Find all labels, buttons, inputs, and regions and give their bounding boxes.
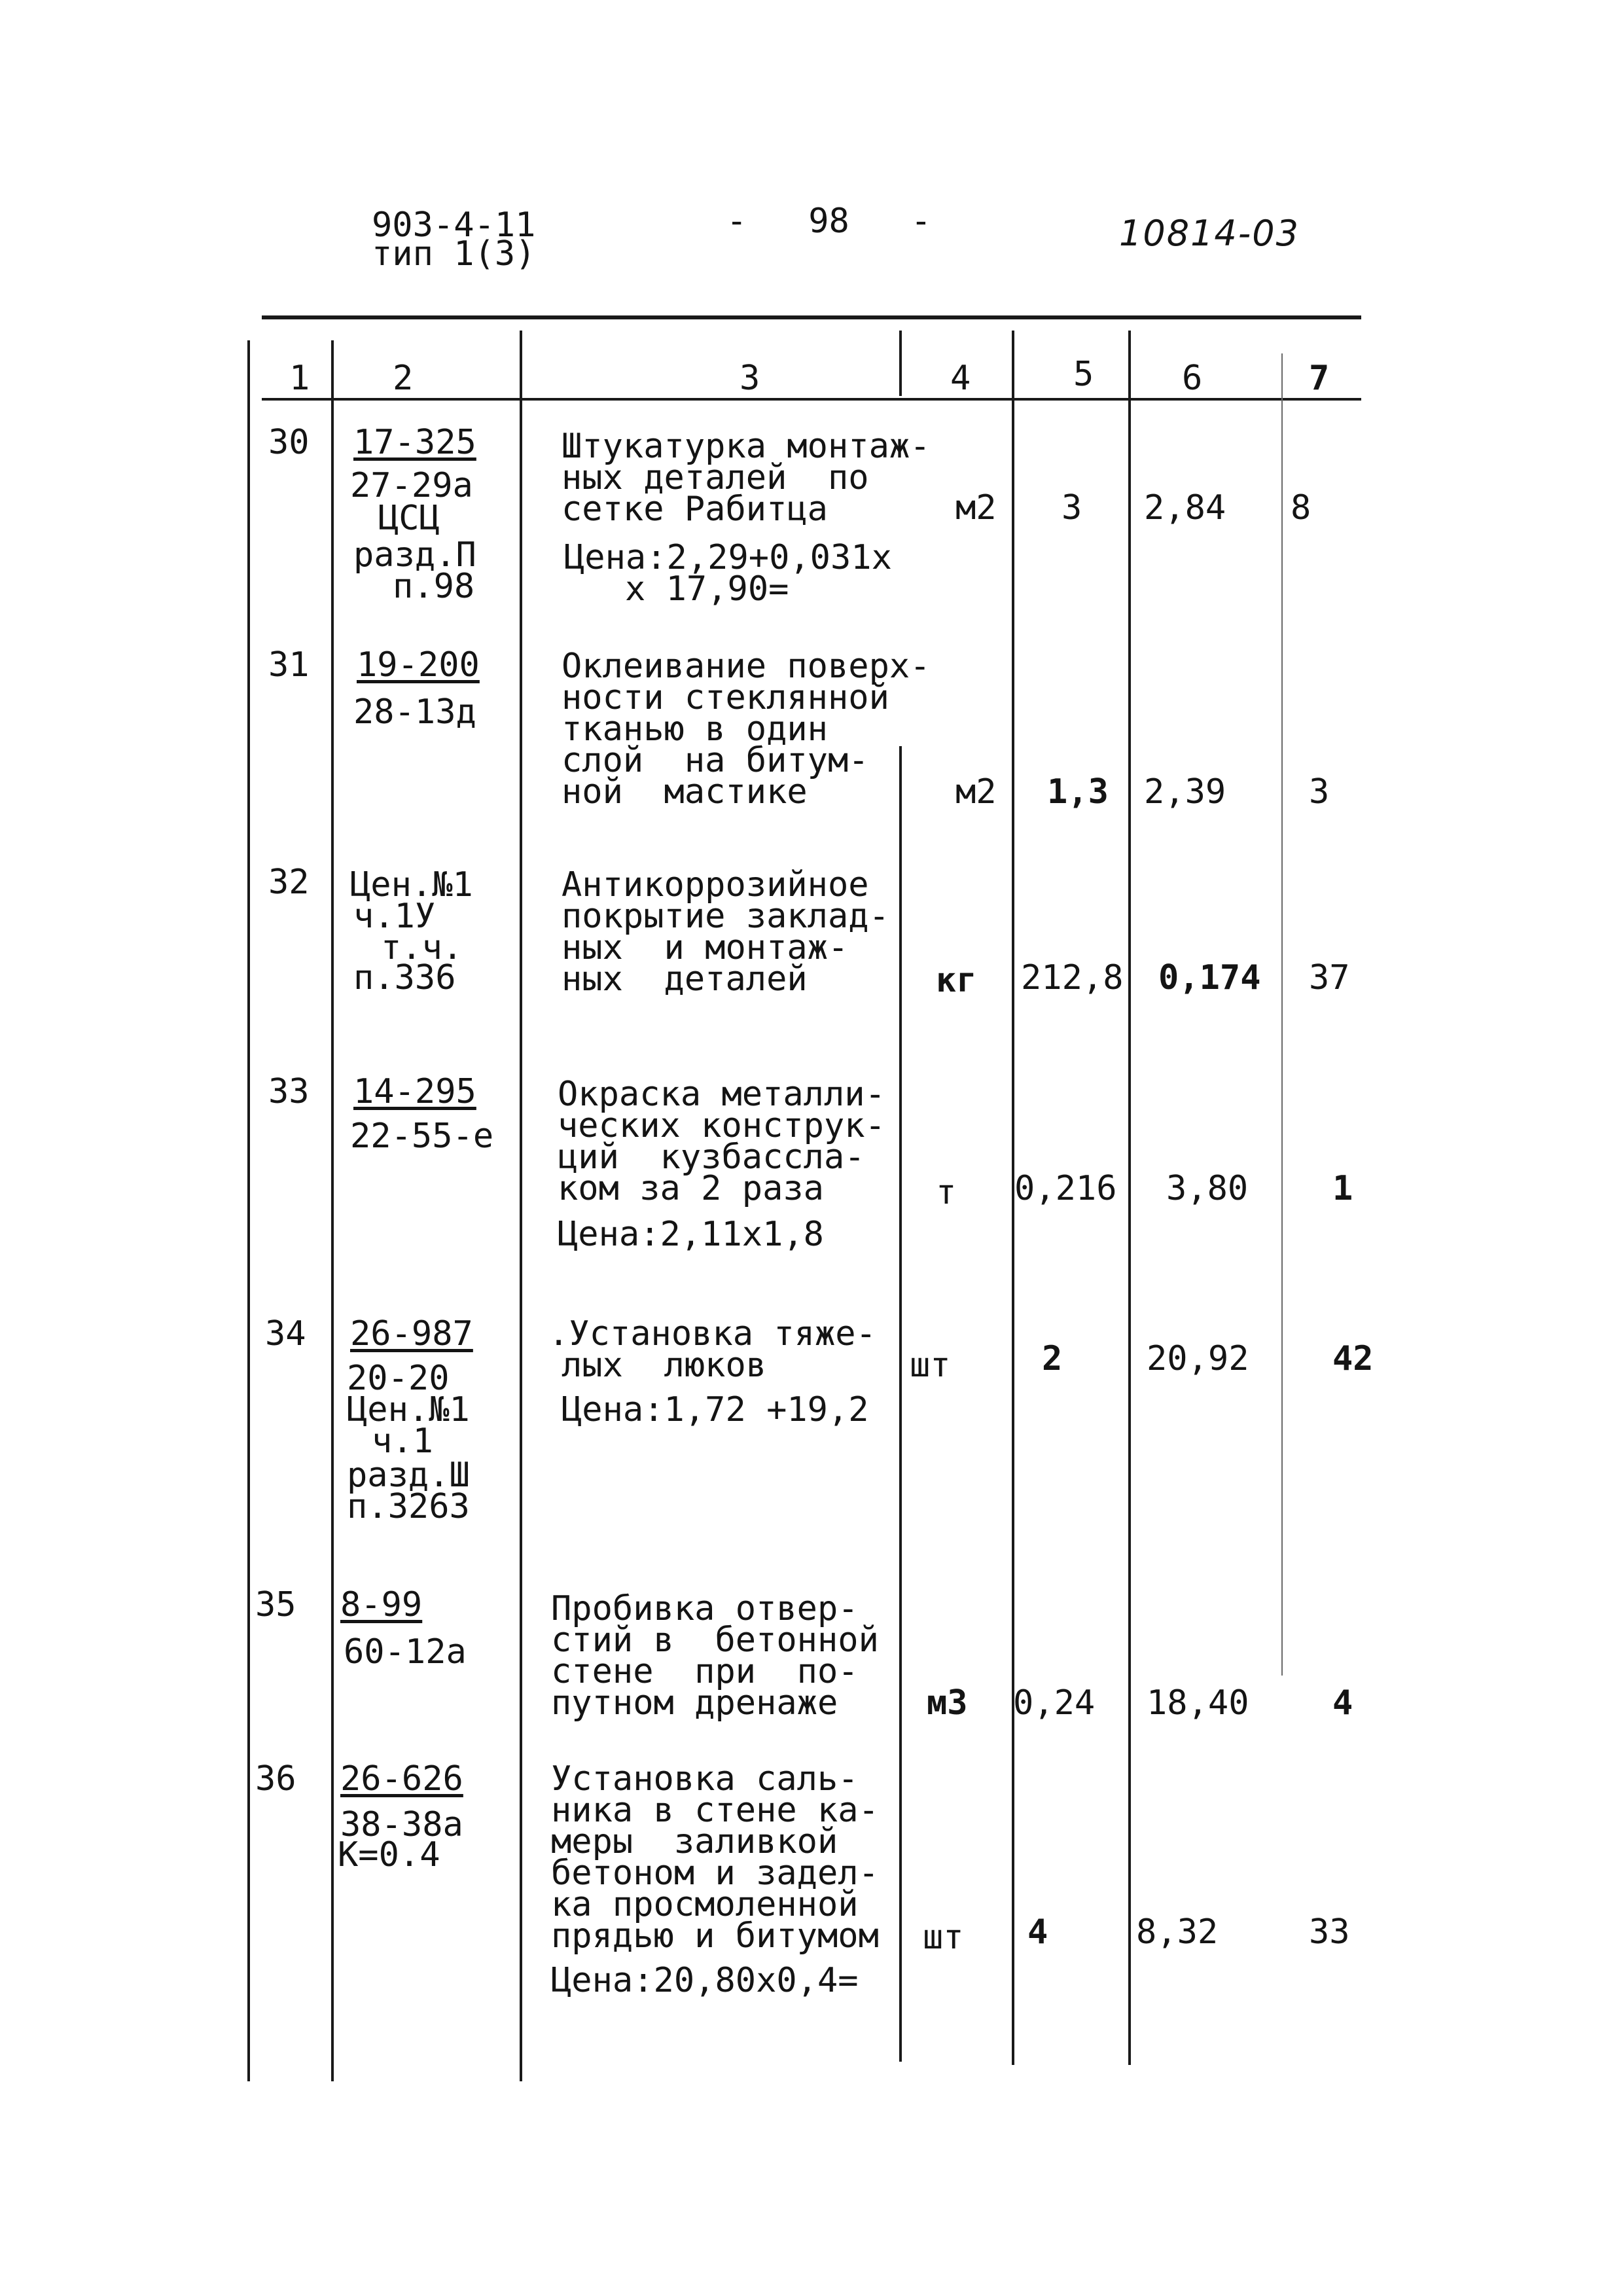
work-description: ческих конструк- [558,1106,885,1145]
rate-reference: т.ч. [381,928,463,967]
rate-reference: ЦСЦ [378,499,440,538]
work-description: стий в бетонной [551,1621,879,1660]
total: 33 [1309,1912,1350,1952]
row-number: 33 [268,1072,310,1111]
work-description: Антикоррозийное [562,865,869,905]
work-description: прядью и битумом [551,1916,879,1956]
work-description: сетке Рабитца [562,490,828,529]
column-divider [247,340,250,2081]
rate-reference: 14-295 [353,1072,476,1111]
rate-reference: 17-325 [353,423,476,462]
work-description: ных и монтаж- [562,928,849,967]
unit: м2 [955,772,997,812]
work-description: бетоном и задел- [551,1854,879,1893]
column-header-3: 3 [740,359,760,398]
price-note: Цена:2,29+0,031х [564,538,892,577]
rate-reference: п.3263 [347,1487,470,1526]
total: 37 [1309,958,1350,997]
quantity: 3 [1061,488,1082,528]
rate-reference: 26-626 [340,1759,463,1799]
document-type: тип 1(3) [372,234,536,274]
quantity: 2 [1042,1339,1063,1378]
price-note: Цена:20,80х0,4= [551,1961,859,2000]
rate-reference: разд.П [353,535,476,575]
document-code: 903-4-11 [372,206,536,245]
work-description: Оклеивание поверх- [562,647,931,686]
handwritten-stamp: 10814-03 [1119,213,1300,254]
price-note: Цена:1,72 +19,2 [562,1390,869,1429]
unit: шт [910,1346,951,1385]
rate-reference: 19-200 [357,645,480,685]
rate-reference: 22-55-е [350,1117,494,1156]
work-description: слой на битум- [562,741,869,780]
rate-reference: 38-38а [340,1805,463,1844]
column-divider [1128,331,1131,2065]
unit: шт [923,1918,964,1957]
work-description: ной мастике [562,772,808,812]
column-header-1: 1 [289,359,310,398]
unit-price: 3,80 [1166,1169,1249,1208]
work-description: ком за 2 раза [558,1169,824,1208]
page-number: - 98 - [726,202,932,241]
unit: кг [936,961,977,1000]
column-header-6: 6 [1182,359,1203,398]
row-number: 36 [255,1759,296,1799]
rate-reference: п.98 [393,567,475,606]
work-description: путном дренаже [551,1683,838,1723]
unit: м2 [955,488,997,528]
total: 4 [1332,1683,1353,1723]
work-description: ций кузбассла- [558,1138,865,1177]
price-note: х 17,90= [625,569,789,609]
unit: м3 [927,1683,968,1723]
work-description: ных деталей по [562,458,869,497]
total: 42 [1332,1339,1374,1378]
quantity: 1,3 [1047,772,1109,812]
rate-reference: Цен.№1 [347,1390,470,1429]
work-description: Установка саль- [551,1759,859,1799]
row-number: 31 [268,645,310,685]
rate-reference: К=0.4 [338,1835,440,1874]
work-description: ных деталей [562,960,808,999]
rate-reference: 27-29а [350,466,473,505]
row-number: 30 [268,423,310,462]
quantity: 212,8 [1021,958,1124,997]
header-underline [262,398,1361,401]
top-rule [262,315,1361,319]
work-description: .Установка тяже- [548,1314,876,1354]
column-divider [899,331,902,396]
work-description: тканью в один [562,709,828,749]
unit-price: 20,92 [1147,1339,1249,1378]
column-divider [899,746,902,2062]
row-number: 35 [255,1585,296,1624]
rate-reference: разд.Ш [347,1456,470,1495]
unit-price: 8,32 [1136,1912,1219,1952]
work-description: меры заливкой [551,1822,838,1861]
work-description: ника в стене ка- [551,1791,879,1830]
total: 8 [1291,488,1311,528]
column-header-7: 7 [1309,359,1330,398]
rate-reference: Цен.№1 [350,865,473,905]
unit-price: 0,174 [1158,958,1261,997]
column-header-2: 2 [393,359,414,398]
total: 3 [1309,772,1330,812]
rate-reference: ч.1У [353,897,436,936]
rate-reference: 28-13д [353,692,476,732]
column-divider [1281,353,1283,1676]
unit: т [936,1173,957,1212]
rate-reference: 60-12а [344,1632,467,1672]
unit-price: 2,39 [1144,772,1226,812]
column-header-4: 4 [950,359,971,398]
quantity: 0,24 [1013,1683,1096,1723]
unit-price: 18,40 [1147,1683,1249,1723]
work-description: Окраска металли- [558,1075,885,1114]
work-description: стене при по- [551,1652,859,1691]
column-divider [520,331,522,2081]
work-description: ности стеклянной [562,678,889,717]
column-divider [331,340,334,2081]
column-header-5: 5 [1073,355,1094,394]
rate-reference: 26-987 [350,1314,473,1354]
row-number: 32 [268,863,310,902]
work-description: Пробивка отвер- [551,1589,859,1628]
work-description: Штукатурка монтаж- [562,427,931,466]
work-description: покрытие заклад- [562,897,889,936]
row-number: 34 [265,1314,306,1354]
work-description: лых люков [562,1346,767,1385]
work-description: ка просмоленной [551,1885,859,1924]
quantity: 0,216 [1014,1169,1117,1208]
total: 1 [1332,1169,1353,1208]
price-note: Цена:2,11х1,8 [558,1215,824,1254]
rate-reference: ч.1 [372,1422,433,1461]
unit-price: 2,84 [1144,488,1226,528]
rate-reference: п.336 [353,958,456,997]
quantity: 4 [1027,1912,1048,1952]
rate-reference: 8-99 [340,1585,423,1624]
rate-reference: 20-20 [347,1359,450,1398]
